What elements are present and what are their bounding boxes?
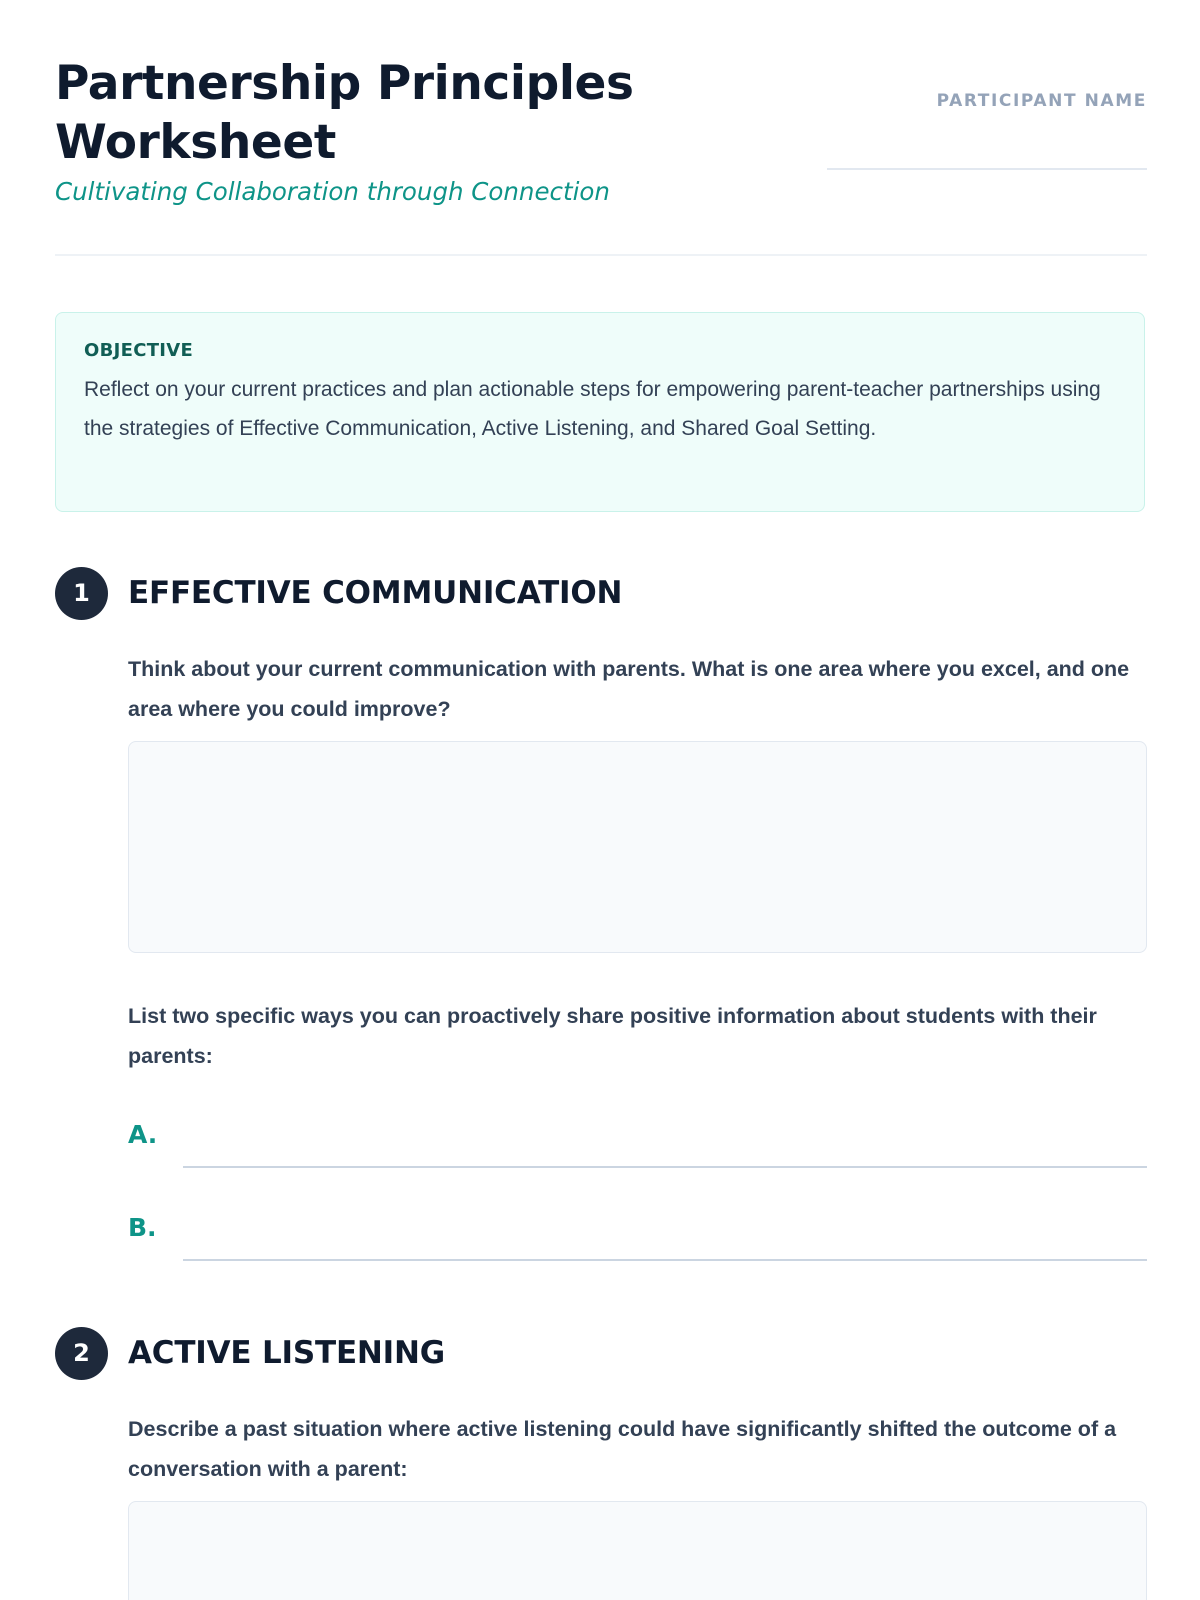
answer-line-b[interactable] <box>128 1211 1147 1265</box>
answer-line-rule <box>183 1259 1147 1261</box>
listening-question-1: Describe a past situation where active listening could have significantly shifted the outcome of a conversation with a parent: <box>128 1417 1117 1481</box>
worksheet-page <box>55 0 1147 1600</box>
section-title: ACTIVE LISTENING <box>128 1335 445 1371</box>
section-effective-communication <box>55 567 1147 623</box>
communication-question-2: List two specific ways you can proactively share positive information about students with their parents: <box>128 1004 1097 1068</box>
listening-answer-box[interactable] <box>128 1501 1147 1600</box>
worksheet-header <box>55 50 1147 260</box>
objective-label: OBJECTIVE <box>84 340 194 361</box>
objective-box <box>55 312 1145 512</box>
communication-answer-box[interactable] <box>128 741 1147 953</box>
page-subtitle: Cultivating Collaboration through Connection <box>55 177 610 206</box>
answer-line-a[interactable] <box>128 1118 1147 1172</box>
header-divider <box>55 254 1147 256</box>
answer-line-rule <box>183 1166 1147 1168</box>
answer-line-label: A. <box>128 1120 158 1149</box>
section-title: EFFECTIVE COMMUNICATION <box>128 575 623 611</box>
section-number-badge: 1 <box>55 567 108 620</box>
title-line-1: Partnership Principles <box>55 56 634 111</box>
participant-name-field[interactable] <box>827 90 1147 170</box>
participant-name-label: PARTICIPANT NAME <box>936 91 1147 111</box>
objective-text: Reflect on your current practices and plan actionable steps for empowering parent-teacher partnerships using the strategies of Effective Communication, Active Listening, and Shared Goal Setting. <box>84 378 1101 440</box>
section-active-listening <box>55 1327 1147 1383</box>
page-title <box>55 54 634 172</box>
answer-line-label: B. <box>128 1213 157 1242</box>
section-number-badge: 2 <box>55 1327 108 1380</box>
title-line-2: Worksheet <box>55 115 336 170</box>
communication-question-1: Think about your current communication with parents. What is one area where you excel, and one area where you could improve? <box>128 657 1130 721</box>
